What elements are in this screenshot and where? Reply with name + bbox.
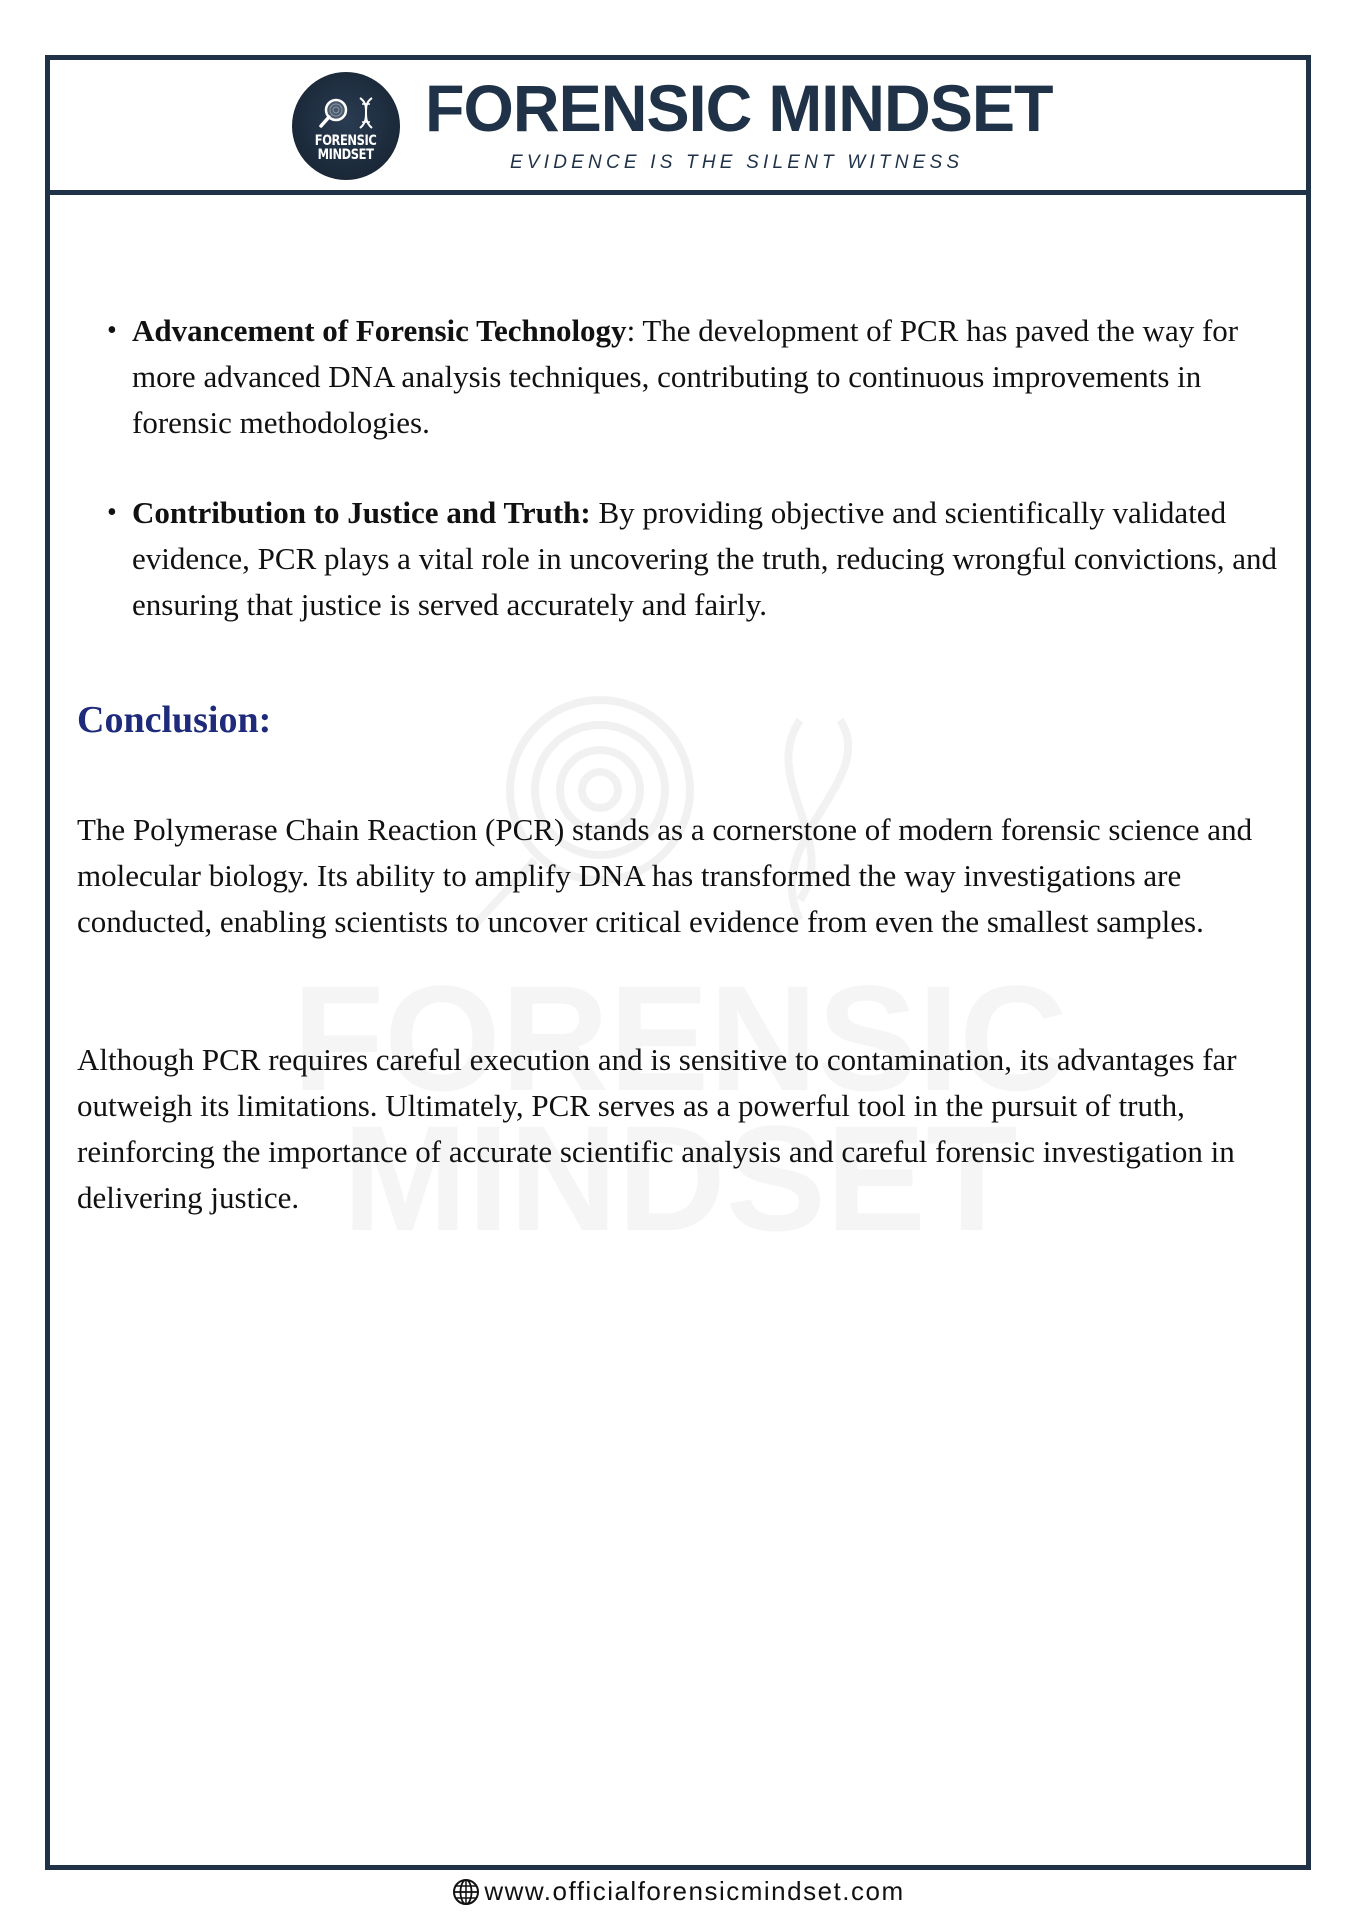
footer [0,1876,1357,1907]
conclusion-paragraph: The Polymerase Chain Reaction (PCR) stands as a cornerstone of modern forensic science and molecular biology. Its ability to amplify DNA has transformed the way investigations are conducted, enabling scientists to uncover critical evidence from even the smallest samples. [77,812,1253,939]
bullet-text: : The development of PCR has paved the way for more advanced DNA analysis techniques, contributing to continuous improvements in forensic methodologies. [132,313,1239,440]
list-item [105,490,1285,628]
bullet-text: By providing objective and scientifically validated evidence, PCR plays a vital role in uncovering the truth, reducing wrongful convictions, and ensuring that justice is served accurately and fairly. [132,495,1278,622]
bullet-term: Contribution to Justice and Truth: [132,495,591,530]
header [50,60,1306,195]
tagline: EVIDENCE IS THE SILENT WITNESS [510,152,964,173]
logo [292,72,400,180]
bullet-term: Advancement of Forensic Technology [132,313,627,348]
conclusion-paragraph: Although PCR requires careful execution and is sensitive to contamination, its advantages far outweigh its limitations. Ultimately, PCR serves as a powerful tool in the pursuit of truth, reinforcing the importance of accurate scientific analysis and careful forensic investigation in delivering justice. [77,1042,1237,1215]
brand-title: FORENSIC MINDSET [425,71,1053,145]
logo-text: FORENSIC MINDSET [315,133,377,163]
list-item [105,308,1285,446]
magnifier-fingerprint-icon [317,96,351,130]
conclusion-heading: Conclusion: [77,699,272,741]
globe-icon [452,1878,480,1906]
bullet-list [105,308,1285,672]
dna-icon [357,96,375,130]
website-link[interactable]: www.officialforensicmindset.com [484,1876,905,1906]
